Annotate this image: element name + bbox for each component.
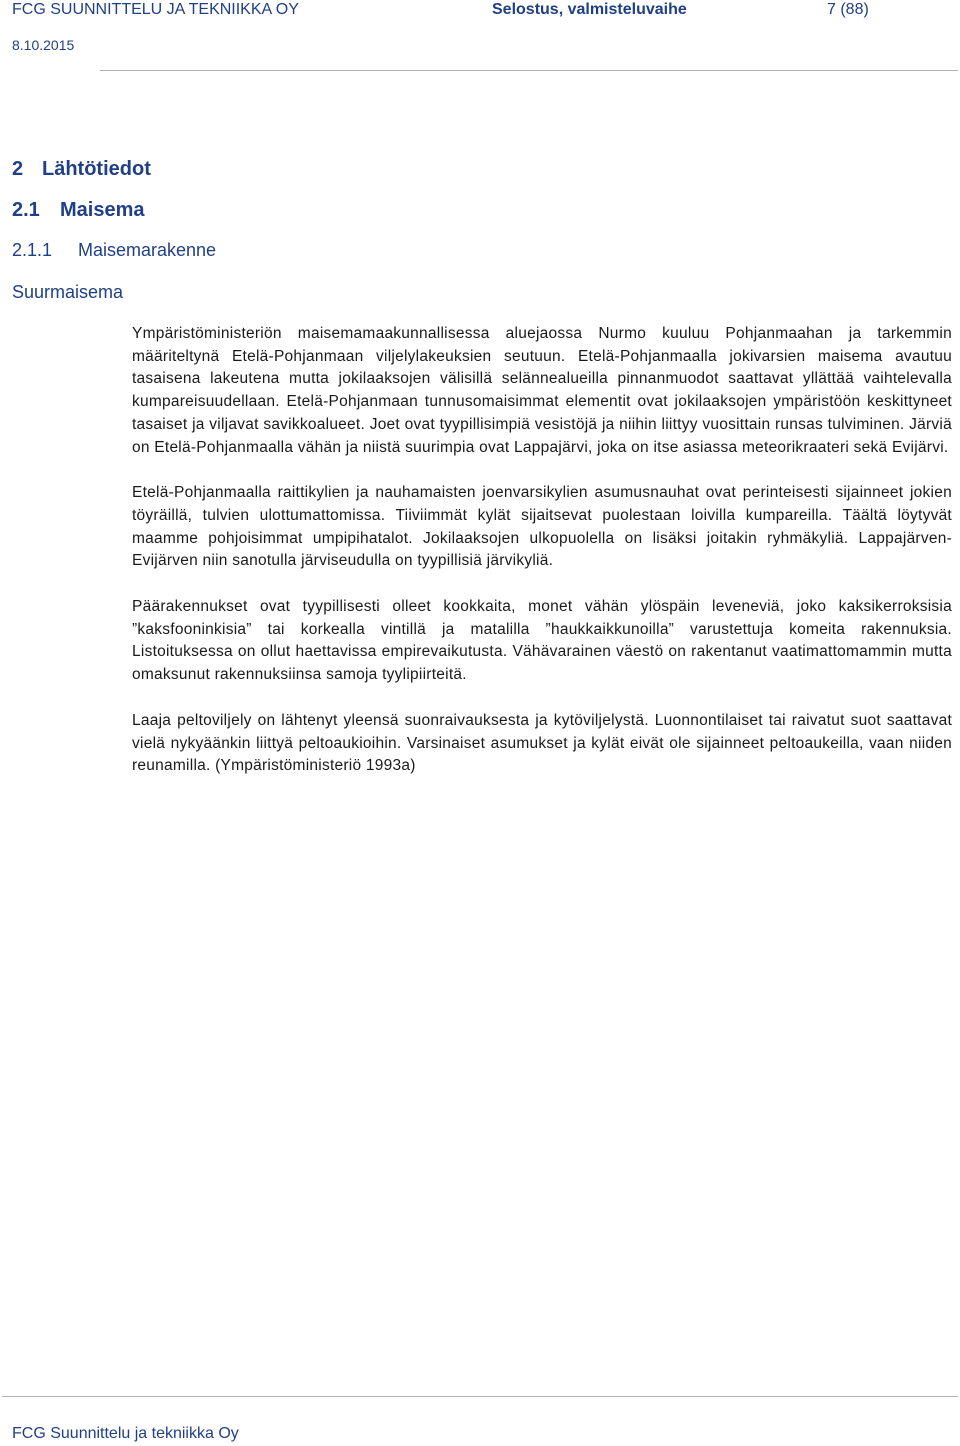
heading-3-number: 2.1.1 [12,240,53,260]
heading-level-2 [12,198,145,222]
heading-1-number: 2 [12,158,24,180]
heading-level-1 [12,157,151,181]
heading-3-title: Maisemarakenne [78,240,217,260]
footer-divider [2,1396,958,1397]
heading-2-number: 2.1 [12,199,40,221]
paragraph: Etelä-Pohjanmaalla raittikylien ja nauhamaisten joenvarsikylien asumusnauhat ovat perinteisesti sijainneet jokien töyräillä, tulvien ulottumattomissa. Tiiviimmät kylät sijaitsevat puolestaan loivilla kumpareilla. Täältä löytyvät maamme pohjoisimmat umpipihatalot. Jokilaaksojen ulkopuolella on lisäksi joitakin ryhmäkyliä. Lappajärven-Evijärven niin sanotulla järviseudulla on tyypillisiä järvikyliä. [132,484,952,570]
footer-company: FCG Suunnittelu ja tekniikka Oy [12,1425,239,1442]
header-page-number: 7 (88) [827,1,869,18]
page-header [0,0,960,70]
heading-1-title: Lähtötiedot [42,158,151,180]
body-text [132,323,952,801]
paragraph: Laaja peltoviljely on lähtenyt yleensä suonraivauksesta ja kytöviljelystä. Luonnontilaiset tai raivatut suot saattavat vielä nykyäänkin liittyä peltoaukioihin. Varsinaiset asumukset ja kylät eivät ole sijainneet peltoaukeilla, vaan niiden reunamilla. (Ympäristöministeriö 1993a) [132,711,952,775]
header-company: FCG SUUNNITTELU JA TEKNIIKKA OY [12,1,299,18]
heading-2-title: Maisema [60,199,145,221]
heading-level-4: Suurmaisema [12,282,124,302]
header-document-title: Selostus, valmisteluvaihe [492,1,687,18]
heading-level-3 [12,239,216,261]
header-divider [100,70,958,71]
paragraph: Ympäristöministeriön maisemamaakunnallisessa aluejaossa Nurmo kuuluu Pohjanmaahan ja tarkemmin määriteltynä Etelä-Pohjanmaan viljelylakeuksien seutuun. Etelä-Pohjanmaalla jokivarsien maisema avautuu tasaisena lakeutena mutta jokilaaksojen välisillä selännealueilla pinnanmuodot saattavat yllättää vaihtelevalla kumpareisuudellaan. Etelä-Pohjanmaan tunnusomaisimmat elementit ovat jokilaaksojen ympäristöön keskittyneet tasaiset ja viljavat savikkoalueet. Joet ovat tyypillisimpiä vesistöjä ja niihin liittyy vuosittain runsas tulviminen. Järviä on Etelä-Pohjanmaalla vähän ja niistä suurimpia ovat Lappajärvi, joka on itse asiassa meteorikraateri sekä Evijärvi. [132,325,952,456]
header-date: 8.10.2015 [12,37,75,53]
paragraph: Päärakennukset ovat tyypillisesti olleet kookkaita, monet vähän ylöspäin leveneviä, joko kaksikerroksisia ”kaksfooninkisia” tai korkealla vintillä ja matalilla ”haukkaikkunoilla” varustettuja komeita rakennuksia. Listoituksessa on ollut haettavissa empirevaikutusta. Vähävarainen väestö on rakentanut vaatimattomammin mutta omaksunut rakennuksiinsa samoja tyylipiirteitä. [132,598,952,684]
